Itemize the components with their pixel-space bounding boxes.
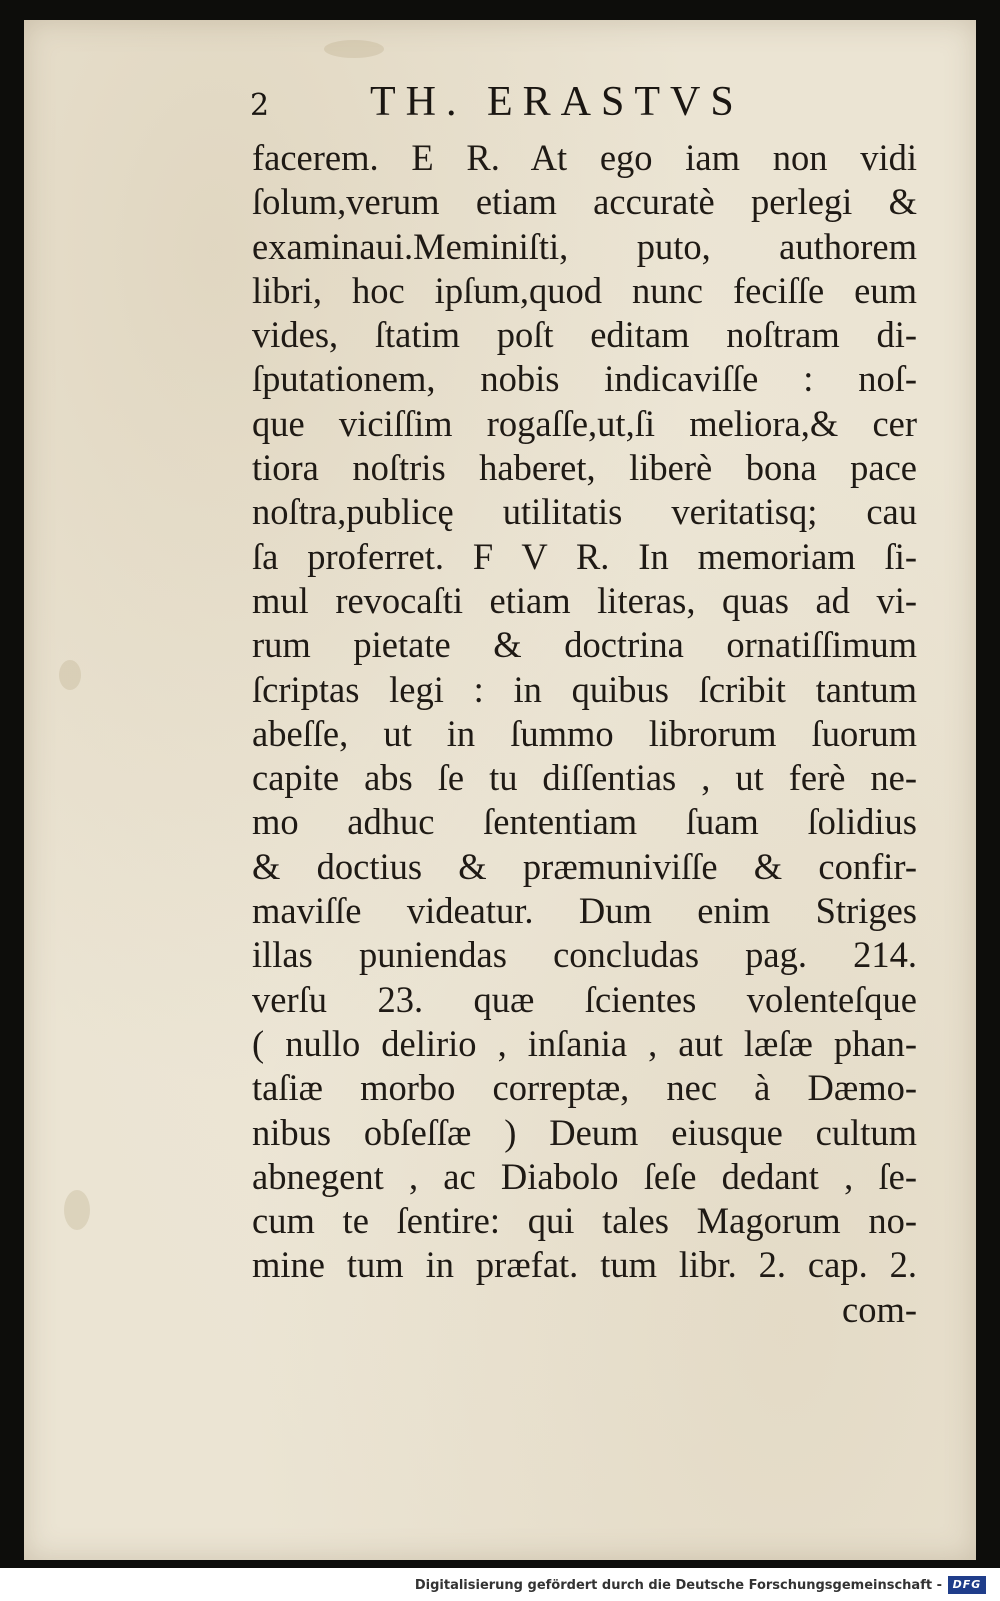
- page-header: [250, 78, 850, 128]
- text-line: cum te ſentire: qui tales Magorum no-: [252, 1200, 917, 1242]
- paper-stain: [64, 1190, 90, 1230]
- text-line: mo adhuc ſententiam ſuam ſolidius: [252, 801, 917, 843]
- paper-stain: [59, 660, 81, 690]
- text-line: libri, hoc ipſum,quod nunc feciſſe eum: [252, 269, 917, 311]
- text-line: ( nullo delirio , inſania , aut læſæ phan-: [252, 1022, 917, 1064]
- text-line: rum pietate & doctrina ornatiſſimum: [252, 624, 917, 666]
- text-line: abeſſe, ut in ſummo librorum ſuorum: [252, 712, 917, 754]
- text-line: tiora noſtris haberet, liberè bona pace: [252, 447, 917, 489]
- page-number: 2: [250, 88, 270, 123]
- text-line: ſa proferret. F V R. In memoriam ſi-: [252, 535, 917, 577]
- text-line: abnegent , ac Diabolo ſeſe dedant , ſe-: [252, 1155, 917, 1197]
- text-line: mine tum in præfat. tum libr. 2. cap. 2.: [252, 1244, 917, 1286]
- text-line: capite abs ſe tu diſſentias , ut ferè ne-: [252, 757, 917, 799]
- text-line: verſu 23. quæ ſcientes volenteſque: [252, 978, 917, 1020]
- text-line: maviſſe videatur. Dum enim Striges: [252, 890, 917, 932]
- running-head: TH. ERASTVS: [370, 79, 744, 125]
- text-line: nibus obſeſſæ ) Deum eiusque cultum: [252, 1111, 917, 1153]
- text-line: ſolum,verum etiam accuratè perlegi &: [252, 181, 917, 223]
- text-line: que viciſſim rogaſſe,ut,ſi meliora,& cer: [252, 402, 917, 444]
- text-line: vides, ſtatim poſt editam noſtram di-: [252, 314, 917, 356]
- catchword: com-: [842, 1288, 917, 1330]
- page-body-text: [252, 136, 917, 1332]
- text-line: examinaui.Meminiſti, puto, authorem: [252, 225, 917, 267]
- paper-stain: [324, 40, 384, 58]
- funding-credit: Digitalisierung gefördert durch die Deutsche Forschungsgemeinschaft -: [414, 1578, 942, 1593]
- text-line: facerem. E R. At ego iam non vidi: [252, 137, 917, 178]
- text-line: mul revocaſti etiam literas, quas ad vi-: [252, 579, 917, 621]
- digitization-footer: [0, 1568, 1000, 1601]
- text-line: taſiæ morbo correptæ, nec à Dæmo-: [252, 1067, 917, 1109]
- text-line: ſcriptas legi : in quibus ſcribit tantum: [252, 668, 917, 710]
- text-line: noſtra,publicę utilitatis veritatisq; cau: [252, 491, 917, 533]
- dfg-logo-icon: DFG: [948, 1576, 986, 1594]
- text-line: & doctius & præmuniviſſe & confir-: [252, 845, 917, 887]
- text-line: ſputationem, nobis indicaviſſe : noſ-: [252, 358, 917, 400]
- text-line: illas puniendas concludas pag. 214.: [252, 934, 917, 976]
